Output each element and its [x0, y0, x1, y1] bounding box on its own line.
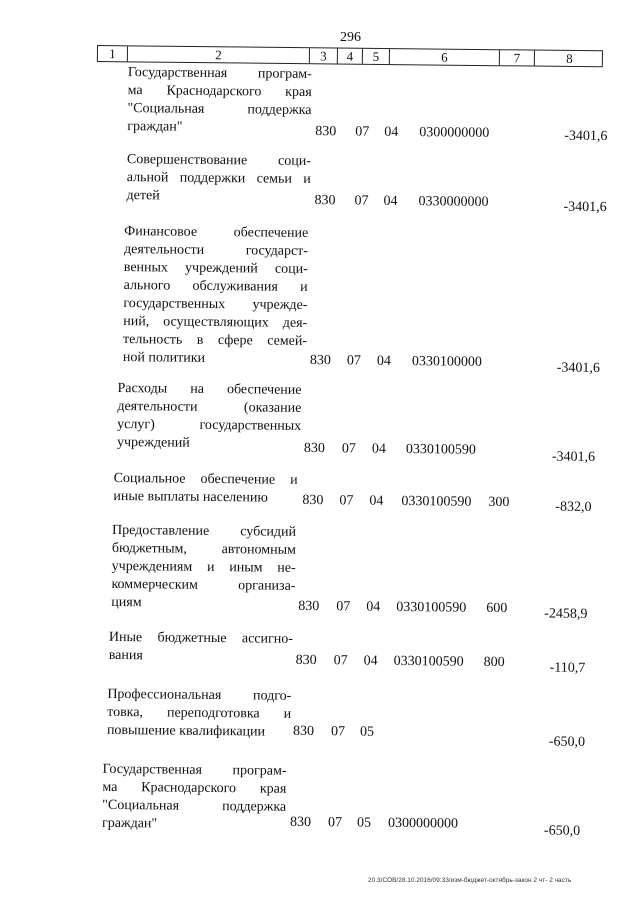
- row-description: [126, 151, 311, 207]
- description-line: бюджетным, автономным: [111, 540, 296, 558]
- description-line: деятельности государст-: [123, 242, 309, 259]
- description-line: циям: [111, 594, 142, 611]
- row-description: [102, 761, 287, 835]
- subsection-code: 04: [371, 441, 387, 457]
- description-line: ний, осуществляющих дея-: [123, 314, 308, 331]
- table-row: [0, 760, 633, 839]
- description-line: Государственная програм-: [102, 761, 287, 779]
- table-row: [0, 150, 639, 216]
- subsection-code: 04: [376, 353, 391, 369]
- description-line: Финансовое обеспечение: [124, 224, 309, 241]
- section-code: 07: [341, 441, 357, 457]
- description-line: венных учреждений соци-: [123, 260, 308, 277]
- admin-code: 830: [314, 193, 336, 209]
- description-line: учреждениям и иным не-: [111, 558, 296, 576]
- admin-code: 830: [315, 124, 337, 140]
- section-code: 07: [333, 653, 348, 669]
- subsection-code: 05: [356, 815, 372, 831]
- header-col-2: 2: [128, 46, 310, 63]
- target-code: 0330100000: [411, 354, 482, 370]
- description-line: граждан": [101, 815, 158, 832]
- row-description: [109, 629, 293, 667]
- row-description: [107, 686, 292, 742]
- target-code: 0330100590: [401, 493, 472, 510]
- header-col-4: 4: [338, 49, 363, 64]
- description-line: ма Краснодарского края: [102, 779, 287, 797]
- description-line: Совершенствование соци-: [126, 152, 312, 170]
- description-line: услуг) государственных: [117, 416, 302, 434]
- section-code: 07: [339, 493, 354, 509]
- section-code: 07: [327, 815, 343, 831]
- table-row: [0, 469, 636, 515]
- description-line: тельность в сфере семей-: [122, 332, 308, 349]
- table-row: [0, 685, 633, 750]
- row-description: [113, 470, 297, 508]
- description-line: повышение квалификации: [106, 722, 266, 740]
- description-line: товка, переподготовка и: [107, 704, 292, 722]
- description-line: Социальное обеспечение и: [113, 470, 298, 488]
- expense-type-code: 300: [488, 494, 510, 511]
- table-row: [0, 63, 640, 145]
- expense-type-code: 800: [483, 654, 505, 671]
- description-line: вания: [108, 647, 143, 664]
- description-line: "Социальная поддержка: [102, 797, 287, 815]
- admin-code: 830: [309, 353, 331, 369]
- header-col-7: 7: [500, 50, 535, 65]
- header-col-5: 5: [363, 49, 390, 64]
- section-code: 07: [346, 353, 361, 369]
- row-description: [117, 380, 302, 454]
- description-line: учреждений: [116, 434, 190, 451]
- description-line: иные выплаты населению: [113, 488, 268, 506]
- section-code: 07: [355, 124, 370, 140]
- section-code: 07: [336, 599, 351, 615]
- header-col-8: 8: [566, 50, 573, 66]
- row-description: [111, 522, 296, 614]
- description-line: ального обслуживания и: [123, 278, 308, 295]
- admin-code: 830: [292, 723, 315, 740]
- target-code: 0300000000: [387, 815, 459, 832]
- subsection-code: 04: [384, 124, 399, 140]
- description-line: граждан": [127, 119, 183, 135]
- table-row: [0, 379, 637, 465]
- description-line: деятельности (оказание: [117, 398, 302, 416]
- description-line: ной политики: [122, 350, 206, 366]
- header-col-3: 3: [310, 48, 338, 63]
- description-line: детей: [126, 188, 160, 204]
- footer-note: 20.3/СОВ/28.10.2016/09:33/изм-бюджет-октябрь-закон 2 чт- 2 часть: [368, 877, 572, 884]
- table-row: [0, 222, 638, 377]
- page-number: 296: [340, 30, 361, 45]
- description-line: ма Краснодарского края: [127, 83, 312, 101]
- target-code: 0330100590: [405, 442, 477, 458]
- description-line: Иные бюджетные ассигно-: [108, 629, 294, 647]
- subsection-code: 04: [369, 493, 384, 509]
- amount: -3401,6: [563, 199, 607, 216]
- subsection-code: 04: [363, 653, 378, 669]
- description-line: Предоставление субсидий: [111, 522, 297, 540]
- subsection-code: 05: [359, 724, 375, 740]
- admin-code: 830: [289, 814, 312, 831]
- target-code: 0300000000: [419, 125, 490, 141]
- subsection-code: 04: [366, 599, 381, 615]
- amount: -832,0: [555, 499, 592, 515]
- table-row: [0, 521, 635, 622]
- expense-type-code: 600: [486, 600, 508, 617]
- amount: -3401,6: [551, 449, 596, 465]
- description-line: Государственная програм-: [127, 65, 312, 83]
- admin-code: 830: [295, 652, 317, 669]
- amount: -2458,9: [544, 606, 588, 622]
- description-line: Профессиональная подго-: [107, 686, 292, 704]
- description-line: коммерческим организа-: [111, 576, 296, 594]
- amount: -3401,6: [556, 360, 601, 377]
- target-code: 0330100590: [396, 599, 467, 616]
- row-description: [123, 223, 308, 369]
- description-line: альной поддержки семьи и: [126, 170, 311, 188]
- amount: -110,7: [549, 660, 586, 676]
- table-row: [0, 628, 634, 676]
- description-line: "Социальная поддержка: [127, 101, 312, 119]
- admin-code: 830: [302, 492, 324, 509]
- amount: -3401,6: [564, 128, 608, 145]
- header-col-1: 1: [98, 46, 128, 61]
- header-col-6: 6: [390, 49, 500, 65]
- target-code: 0330000000: [418, 194, 489, 210]
- section-code: 07: [354, 193, 369, 209]
- amount: -650,0: [543, 823, 581, 839]
- subsection-code: 04: [383, 193, 398, 209]
- description-line: государственных учрежде-: [123, 296, 308, 313]
- admin-code: 830: [303, 440, 326, 457]
- row-description: [127, 64, 312, 138]
- section-code: 07: [330, 724, 346, 740]
- amount: -650,0: [548, 734, 586, 750]
- target-code: 0330100590: [393, 653, 464, 670]
- admin-code: 830: [298, 598, 320, 615]
- description-line: Расходы на обеспечение: [117, 380, 302, 398]
